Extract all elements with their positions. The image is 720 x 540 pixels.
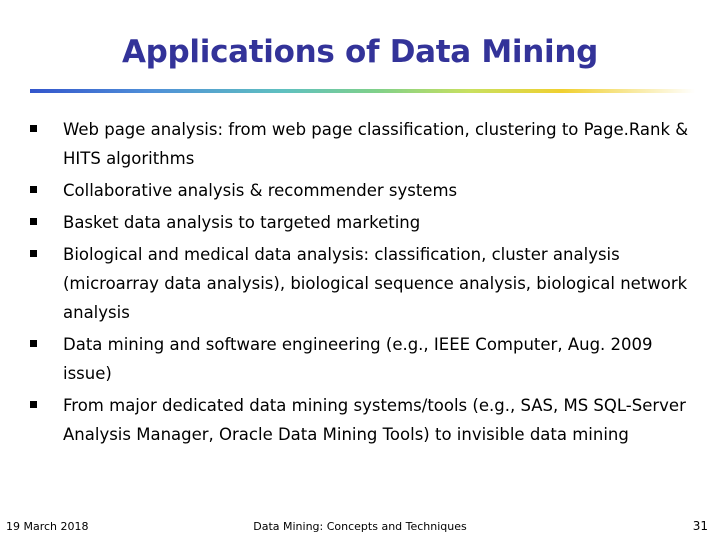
- square-bullet-icon: [30, 401, 37, 408]
- bullet-text: Web page analysis: from web page classification, clustering to Page.Rank & HITS algorithms: [63, 120, 689, 168]
- bullet-text: Collaborative analysis & recommender systems: [63, 181, 458, 200]
- title-underline: [30, 89, 695, 93]
- footer-title: Data Mining: Concepts and Techniques: [253, 520, 467, 533]
- bullet-text: Data mining and software engineering (e.g., IEEE Computer, Aug. 2009 issue): [63, 335, 653, 383]
- footer-date: 19 March 2018: [6, 520, 89, 533]
- square-bullet-icon: [30, 125, 37, 132]
- bullet-text: Biological and medical data analysis: classification, cluster analysis (microarray data analysis), biological sequence analysis, biological network analysis: [63, 245, 688, 322]
- page-number: 31: [692, 519, 708, 533]
- square-bullet-icon: [30, 340, 37, 347]
- bullet-item: [30, 330, 690, 388]
- bullet-list: [30, 115, 690, 452]
- bullet-text: From major dedicated data mining systems/tools (e.g., SAS, MS SQL-Server Analysis Manager, Oracle Data Mining Tools) to invisible data mining: [63, 396, 686, 444]
- slide-title: Applications of Data Mining: [121, 34, 599, 70]
- bullet-text: Basket data analysis to targeted marketing: [63, 213, 421, 232]
- bullet-item: [30, 176, 690, 205]
- bullet-item: [30, 115, 690, 173]
- bullet-item: [30, 240, 690, 327]
- bullet-item: [30, 391, 690, 449]
- square-bullet-icon: [30, 250, 37, 257]
- bullet-item: [30, 208, 690, 237]
- square-bullet-icon: [30, 218, 37, 225]
- square-bullet-icon: [30, 186, 37, 193]
